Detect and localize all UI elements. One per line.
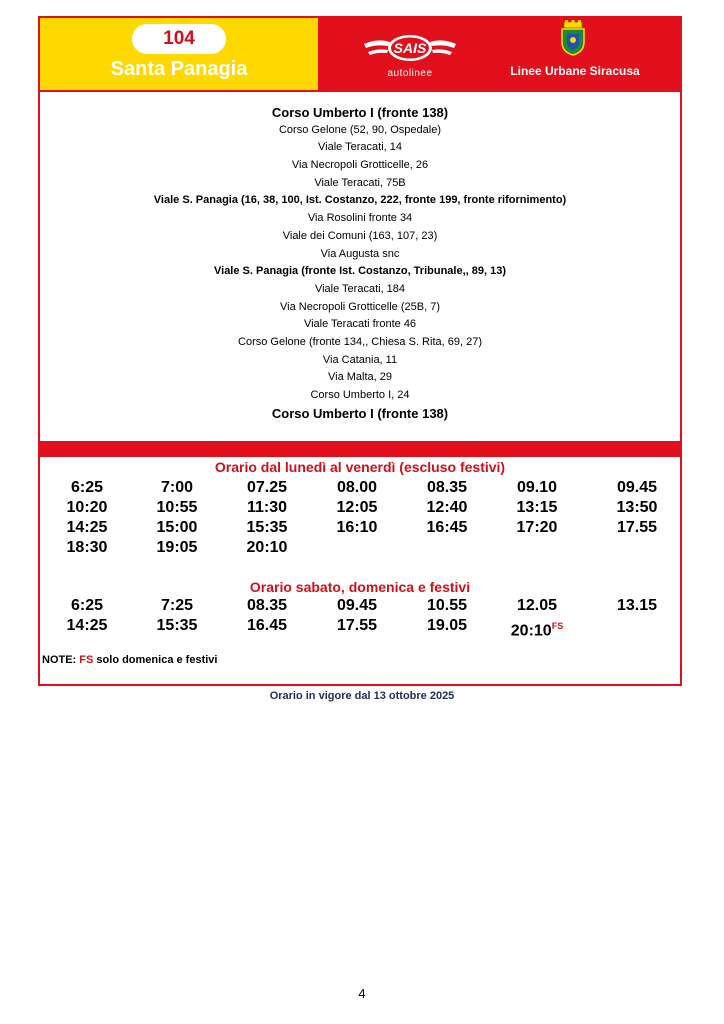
departure-time bbox=[132, 616, 222, 636]
departure-time bbox=[312, 596, 402, 616]
departure-time bbox=[222, 518, 312, 538]
departure-time bbox=[492, 596, 582, 616]
departure-time bbox=[132, 518, 222, 538]
sais-logo-icon bbox=[360, 28, 460, 68]
stop-item: Corso Umberto I (fronte 138) bbox=[271, 405, 449, 421]
departure-time bbox=[402, 518, 492, 538]
stop-item: Viale Teracati, 184 bbox=[314, 282, 406, 295]
stop-item: Via Necropoli Grotticelle, 26 bbox=[291, 159, 429, 172]
departure-time bbox=[312, 518, 402, 538]
departure-time-text: 15:35 bbox=[246, 519, 288, 536]
time-row bbox=[40, 498, 680, 518]
departure-time-text: 15:35 bbox=[156, 617, 198, 634]
departure-time-text: 10.55 bbox=[426, 597, 468, 614]
stop-item: Corso Umberto I (fronte 138) bbox=[271, 105, 449, 120]
departure-time bbox=[132, 498, 222, 518]
departure-time-text: 13:15 bbox=[516, 499, 558, 516]
stop-item: Corso Gelone (fronte 134,, Chiesa S. Rita, 69, 27) bbox=[238, 335, 482, 348]
weekday-schedule-title: Orario dal lunedì al venerdì (escluso festivi) bbox=[214, 459, 506, 475]
time-row bbox=[40, 518, 680, 538]
time-row bbox=[40, 596, 680, 616]
departure-time-text: 19:05 bbox=[156, 539, 198, 556]
departure-time-text: 12.05 bbox=[516, 597, 558, 614]
weekday-times-grid bbox=[40, 478, 680, 558]
departure-time bbox=[492, 518, 582, 538]
departure-time bbox=[222, 596, 312, 616]
departure-time-text: 07.25 bbox=[246, 479, 288, 496]
departure-time bbox=[492, 478, 582, 498]
note-prefix: NOTE: bbox=[42, 654, 77, 666]
note bbox=[42, 654, 217, 666]
departure-time-text: 6:25 bbox=[70, 479, 104, 496]
city-title: Linee Urbane Siracusa bbox=[510, 64, 640, 78]
departure-time-text: 17:20 bbox=[516, 519, 558, 536]
departure-time-text: 7:00 bbox=[160, 479, 194, 496]
siracusa-crest-icon bbox=[558, 20, 588, 56]
departure-time bbox=[312, 478, 402, 498]
departure-time-text: 17.55 bbox=[616, 519, 658, 536]
stop-item: Viale Teracati, 75B bbox=[314, 176, 406, 189]
departure-time bbox=[132, 478, 222, 498]
departure-time-text: 16.45 bbox=[246, 617, 288, 634]
stop-item: Via Catania, 11 bbox=[322, 353, 398, 366]
departure-time-text: 09.45 bbox=[336, 597, 378, 614]
departure-time-text: 17.55 bbox=[336, 617, 378, 634]
route-name: Santa Panagia bbox=[110, 58, 248, 80]
departure-time bbox=[132, 596, 222, 616]
departure-time-text: 20:10 bbox=[246, 539, 288, 556]
departure-time bbox=[42, 518, 132, 538]
departure-time-text: 16:45 bbox=[426, 519, 468, 536]
departure-time-text: 13.15 bbox=[616, 597, 658, 614]
departure-time-text: 19.05 bbox=[426, 617, 468, 634]
departure-time-text: 18:30 bbox=[66, 539, 108, 556]
departure-time bbox=[402, 498, 492, 518]
departure-time bbox=[402, 596, 492, 616]
departure-time-text: 7:25 bbox=[160, 597, 194, 614]
stop-item: Viale Teracati fronte 46 bbox=[303, 318, 417, 331]
sais-logo bbox=[360, 28, 460, 82]
departure-time-text: 11:30 bbox=[246, 499, 288, 516]
departure-time bbox=[592, 498, 682, 518]
departure-time-text: 08.35 bbox=[426, 479, 468, 496]
departure-time-text: 08.35 bbox=[246, 597, 288, 614]
departure-time bbox=[222, 538, 312, 558]
departure-time-text: 12:05 bbox=[336, 499, 378, 516]
stop-item: Viale dei Comuni (163, 107, 23) bbox=[282, 229, 438, 242]
departure-time bbox=[222, 498, 312, 518]
departure-time bbox=[592, 478, 682, 498]
stop-item: Viale S. Panagia (16, 38, 100, Ist. Costanzo, 222, fronte 199, fronte rifornimento) bbox=[153, 194, 567, 207]
departure-time bbox=[492, 498, 582, 518]
stop-item: Via Augusta snc bbox=[320, 247, 400, 260]
route-header bbox=[40, 18, 318, 90]
weekend-times-grid bbox=[40, 596, 680, 640]
note-text: solo domenica e festivi bbox=[96, 654, 218, 666]
departure-time-text: 14:25 bbox=[66, 617, 108, 634]
departure-time bbox=[592, 518, 682, 538]
fs-marker: FS bbox=[551, 621, 564, 631]
weekend-schedule-title: Orario sabato, domenica e festivi bbox=[249, 579, 471, 595]
logo-text: SAIS bbox=[393, 40, 427, 56]
time-row bbox=[40, 538, 680, 558]
stop-item: Via Necropoli Grotticelle (25B, 7) bbox=[280, 300, 440, 313]
departure-time-text: 10:55 bbox=[156, 499, 198, 516]
departure-time-text: 20:10 bbox=[510, 622, 552, 640]
departure-time-text: 09.10 bbox=[516, 479, 558, 496]
page-number: 4 bbox=[358, 986, 366, 1001]
departure-time-text: 08.00 bbox=[336, 479, 378, 496]
stop-item: Corso Gelone (52, 90, Ospedale) bbox=[278, 123, 442, 136]
stop-item: Via Rosolini fronte 34 bbox=[307, 212, 413, 225]
departure-time bbox=[42, 498, 132, 518]
logo-subtext: autolinee bbox=[387, 68, 433, 79]
departure-time bbox=[132, 538, 222, 558]
stop-item: Corso Umberto I, 24 bbox=[310, 389, 410, 401]
timetable-frame bbox=[38, 16, 682, 686]
departure-time bbox=[42, 538, 132, 558]
departure-time-text: 14:25 bbox=[66, 519, 108, 536]
departure-time bbox=[42, 478, 132, 498]
stop-item: Via Malta, 29 bbox=[327, 371, 392, 384]
schedule-divider bbox=[40, 441, 680, 457]
departure-time bbox=[402, 478, 492, 498]
stop-item: Viale Teracati, 14 bbox=[318, 141, 402, 154]
departure-time bbox=[312, 498, 402, 518]
route-number-badge: 104 bbox=[132, 24, 226, 54]
note-code: FS bbox=[79, 654, 94, 666]
departure-time bbox=[42, 616, 132, 636]
departure-time-text: 16:10 bbox=[336, 519, 378, 536]
stops-list bbox=[40, 104, 680, 422]
valid-from: Orario in vigore dal 13 ottobre 2025 bbox=[269, 690, 455, 702]
departure-time-text: 10:20 bbox=[66, 499, 108, 516]
header bbox=[40, 18, 680, 90]
header-divider bbox=[40, 90, 680, 92]
departure-time-text: 15:00 bbox=[156, 519, 198, 536]
departure-time bbox=[492, 616, 582, 641]
departure-time-text: 6:25 bbox=[70, 597, 104, 614]
departure-time bbox=[42, 596, 132, 616]
time-row bbox=[40, 616, 680, 640]
departure-time bbox=[222, 478, 312, 498]
time-row bbox=[40, 478, 680, 498]
departure-time bbox=[312, 616, 402, 636]
stop-item: Viale S. Panagia (fronte Ist. Costanzo, Tribunale,, 89, 13) bbox=[214, 265, 506, 278]
departure-time-text: 12:40 bbox=[426, 499, 468, 516]
departure-time bbox=[402, 616, 492, 636]
departure-time-text: 13:50 bbox=[616, 499, 658, 516]
departure-time-text: 09.45 bbox=[616, 479, 658, 496]
departure-time bbox=[222, 616, 312, 636]
departure-time bbox=[592, 596, 682, 616]
